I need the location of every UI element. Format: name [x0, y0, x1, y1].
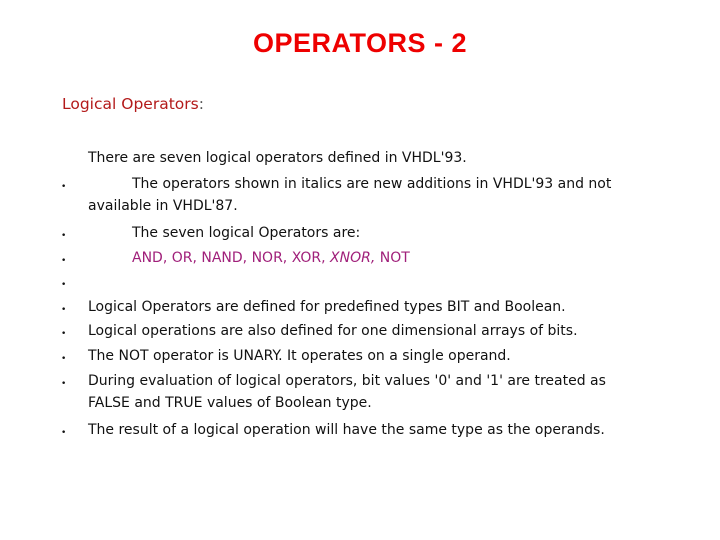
bullet-icon: • — [61, 379, 67, 389]
body-line: Logical operations are also defined for one dimensional arrays of bits. — [88, 323, 578, 339]
body-line: There are seven logical operators defined in VHDL'93. — [88, 150, 467, 166]
bullet-icon: • — [61, 428, 67, 438]
section-heading-text: Logical Operators — [62, 95, 199, 113]
body-line: FALSE and TRUE values of Boolean type. — [88, 395, 372, 411]
body-line: Logical Operators are defined for predefined types BIT and Boolean. — [88, 299, 566, 315]
bullet-icon: • — [61, 305, 67, 315]
section-heading — [62, 95, 204, 113]
slide-title: OPERATORS - 2 — [252, 28, 468, 58]
body-line: The seven logical Operators are: — [132, 225, 361, 241]
body-line: available in VHDL'87. — [88, 198, 238, 214]
body-line: During evaluation of logical operators, bit values '0' and '1' are treated as — [88, 373, 606, 389]
bullet-icon: • — [61, 329, 67, 339]
bullet-icon: • — [61, 280, 67, 290]
operators-normal: AND, OR, NAND, NOR, XOR, — [132, 250, 331, 266]
operators-end: NOT — [375, 250, 410, 266]
body-line: The result of a logical operation will have the same type as the operands. — [88, 422, 605, 438]
bullet-icon: • — [61, 231, 67, 241]
body-line: The operators shown in italics are new additions in VHDL'93 and not — [132, 176, 612, 192]
bullet-icon: • — [61, 256, 67, 266]
operators-italic: XNOR, — [330, 250, 376, 266]
bullet-icon: • — [61, 354, 67, 364]
operators-line — [132, 250, 410, 266]
section-heading-colon: : — [198, 95, 204, 113]
body-line: The NOT operator is UNARY. It operates on a single operand. — [88, 348, 511, 364]
bullet-icon: • — [61, 182, 67, 192]
